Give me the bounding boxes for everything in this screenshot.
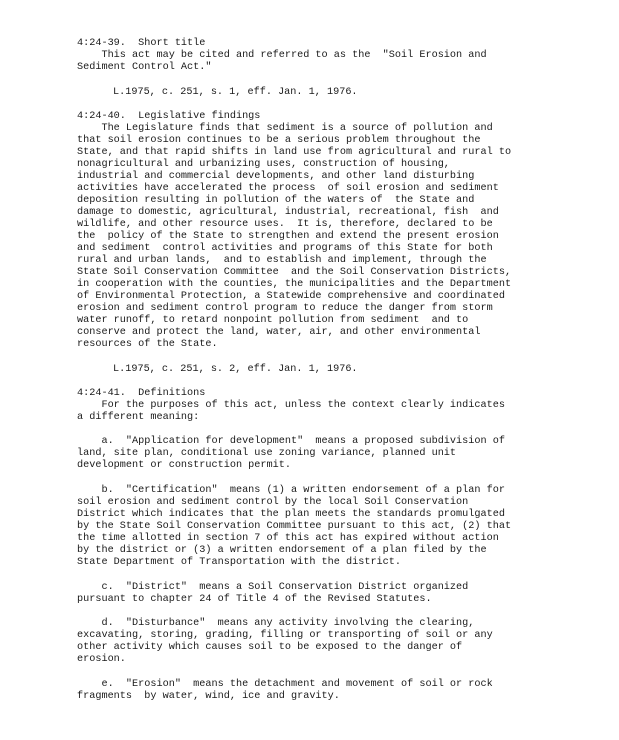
definition-line: District which indicates that the plan meets the standards promulgated — [77, 509, 505, 520]
body-line: erosion and sediment control program to reduce the danger from storm — [77, 303, 493, 314]
body-line: of Environmental Protection, a Statewide comprehensive and coordinated — [77, 291, 505, 302]
body-line: deposition resulting in pollution of the waters of the State and — [77, 195, 475, 206]
section-heading: 4:24-41. Definitions — [77, 388, 206, 399]
body-line: This act may be cited and referred to as the "Soil Erosion and — [77, 50, 487, 61]
body-line: State Soil Conservation Committee and the Soil Conservation Districts, — [77, 267, 512, 278]
definition-line: fragments by water, wind, ice and gravity. — [77, 691, 340, 702]
definition-line: State Department of Transportation with the district. — [77, 557, 402, 568]
body-line: resources of the State. — [77, 339, 218, 350]
body-line: The Legislature finds that sediment is a source of pollution and — [77, 123, 493, 134]
definition-line: e. "Erosion" means the detachment and movement of soil or rock — [77, 679, 493, 690]
definition-line: c. "District" means a Soil Conservation District organized — [77, 582, 469, 593]
body-line: industrial and commercial developments, and other land disturbing — [77, 171, 475, 182]
body-line: rural and urban lands, and to establish and implement, through the — [77, 255, 487, 266]
definition-line: land, site plan, conditional use zoning variance, planned unit — [77, 448, 457, 459]
definition-line: excavating, storing, grading, filling or transporting of soil or any — [77, 630, 493, 641]
body-line: activities have accelerated the process of soil erosion and sediment — [77, 183, 499, 194]
body-line: water runoff, to retard nonpoint pollution from sediment and to — [77, 315, 469, 326]
body-line: State, and that rapid shifts in land use from agricultural and rural to — [77, 147, 512, 158]
section-heading: 4:24-40. Legislative findings — [77, 111, 261, 122]
body-line: and sediment control activities and programs of this State for both — [77, 243, 493, 254]
body-line: Sediment Control Act." — [77, 62, 212, 73]
section-heading: 4:24-39. Short title — [77, 38, 206, 49]
history-note: L.1975, c. 251, s. 2, eff. Jan. 1, 1976. — [113, 364, 358, 375]
definition-line: by the State Soil Conservation Committee pursuant to this act, (2) that — [77, 521, 512, 532]
definition-line: other activity which causes soil to be exposed to the danger of — [77, 642, 463, 653]
history-note: L.1975, c. 251, s. 1, eff. Jan. 1, 1976. — [113, 87, 358, 98]
body-line: a different meaning: — [77, 412, 200, 423]
body-line: the policy of the State to strengthen and extend the present erosion — [77, 231, 499, 242]
body-line: damage to domestic, agricultural, industrial, recreational, fish and — [77, 207, 499, 218]
definition-line: erosion. — [77, 654, 126, 665]
body-line: nonagricultural and urbanizing uses, construction of housing, — [77, 159, 450, 170]
body-line: in cooperation with the counties, the municipalities and the Department — [77, 279, 512, 290]
body-line: For the purposes of this act, unless the context clearly indicates — [77, 400, 505, 411]
definition-line: soil erosion and sediment control by the local Soil Conservation — [77, 497, 469, 508]
definition-line: development or construction permit. — [77, 460, 291, 471]
definition-line: by the district or (3) a written endorsement of a plan filed by the — [77, 545, 487, 556]
body-line: that soil erosion continues to be a serious problem throughout the — [77, 135, 481, 146]
body-line: conserve and protect the land, water, air, and other environmental — [77, 327, 481, 338]
definition-line: pursuant to chapter 24 of Title 4 of the Revised Statutes. — [77, 594, 432, 605]
body-line: wildlife, and other resource uses. It is, therefore, declared to be — [77, 219, 493, 230]
definition-line: b. "Certification" means (1) a written endorsement of a plan for — [77, 485, 505, 496]
definition-line: the time allotted in section 7 of this act has expired without action — [77, 533, 499, 544]
definition-line: d. "Disturbance" means any activity involving the clearing, — [77, 618, 475, 629]
definition-line: a. "Application for development" means a proposed subdivision of — [77, 436, 505, 447]
